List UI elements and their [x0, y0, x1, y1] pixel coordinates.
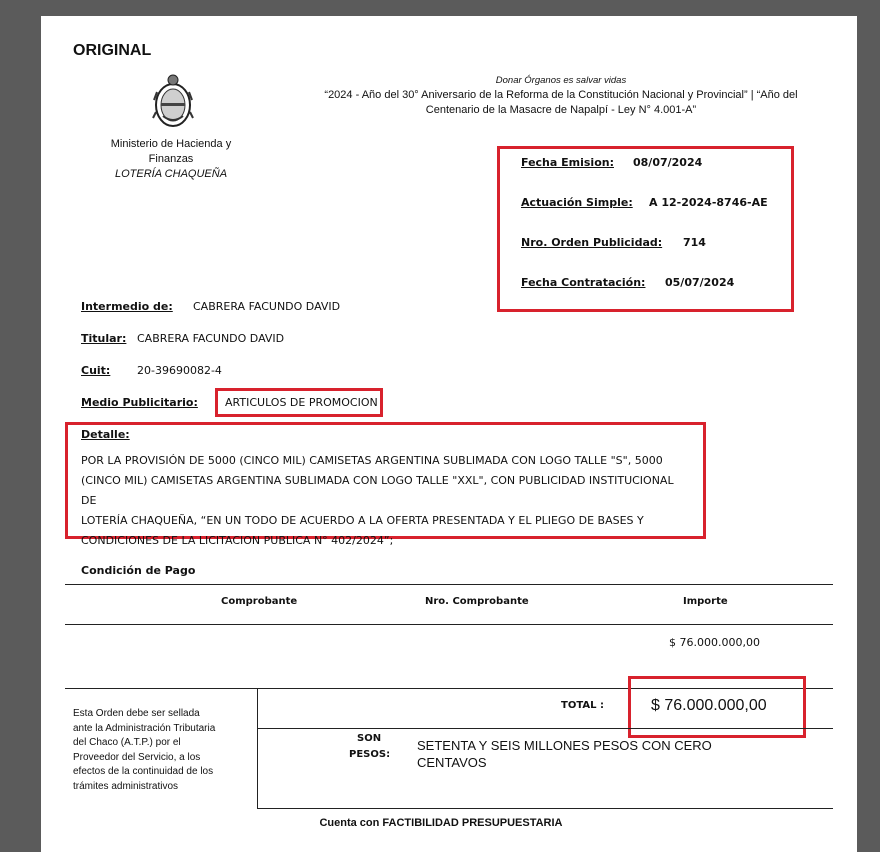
anniversary-line1: “2024 - Año del 30° Aniversario de la Reforma de la Constitución Nacional y Provincial” | “Año del [324, 89, 798, 101]
chaco-coat-of-arms-icon [151, 72, 195, 130]
detalle-text [81, 451, 691, 551]
condicion-pago-title: Condición de Pago [81, 564, 196, 577]
footer-bold: FACTIBILIDAD PRESUPUESTARIA [382, 817, 563, 829]
total-value: $ 76.000.000,00 [651, 697, 767, 714]
detalle-line: (CINCO MIL) CAMISETAS ARGENTINA SUBLIMADA CON LOGO TALLE "XXL", CON PUBLICIDAD INSTITUCIONAL DE [81, 474, 674, 507]
note-line: Esta Orden debe ser sellada [73, 708, 200, 719]
motto: Donar Órganos es salvar vidas [495, 75, 627, 86]
pesos-label: PESOS: [349, 749, 391, 758]
table-header-rule [65, 624, 833, 625]
note-line: Proveedor del Servicio, a los [73, 751, 201, 763]
note-line: trámites administrativos [73, 780, 179, 792]
document-page [41, 16, 857, 852]
col-comprobante: Comprobante [221, 596, 298, 607]
intermedio-label: Intermedio de: [81, 300, 173, 313]
col-importe: Importe [683, 596, 728, 607]
ministry-name-line2: Finanzas [148, 153, 194, 165]
son-line: CENTAVOS [417, 755, 487, 770]
actuacion-label: Actuación Simple: [521, 196, 633, 209]
ministry-block [101, 137, 241, 182]
footer-factibilidad [41, 817, 841, 829]
total-label: TOTAL : [561, 700, 604, 711]
actuacion-value: A 12-2024-8746-AE [649, 196, 768, 209]
medio-value: ARTICULOS DE PROMOCION [225, 396, 378, 409]
son-amount-words [417, 737, 712, 771]
anniversary-line2: Centenario de la Masacre de Napalpí - Ley N° 4.001-A” [425, 104, 697, 116]
cuit-label: Cuit: [81, 364, 111, 377]
medio-label: Medio Publicitario: [81, 396, 198, 409]
note-line: del Chaco (A.T.P.) por el [73, 737, 181, 748]
table-bottom-rule [257, 808, 833, 809]
son-line: SETENTA Y SEIS MILLONES PESOS CON CERO [417, 738, 712, 753]
footer-prefix: Cuenta con [319, 817, 383, 829]
orden-label: Nro. Orden Publicidad: [521, 236, 663, 249]
fecha-emision-label: Fecha Emision: [521, 156, 614, 169]
header-slogan [311, 73, 811, 118]
titular-value: CABRERA FACUNDO DAVID [137, 332, 285, 345]
total-rule [257, 728, 833, 729]
original-label: ORIGINAL [73, 42, 152, 59]
intermedio-value: CABRERA FACUNDO DAVID [193, 300, 341, 313]
note-line: efectos de la continuidad de los [73, 766, 214, 777]
table-top-rule [65, 584, 833, 585]
cuit-value: 20-39690082-4 [137, 364, 222, 377]
importe-value: $ 76.000.000,00 [669, 636, 760, 649]
orden-value: 714 [683, 236, 706, 249]
note-divider [257, 688, 258, 808]
son-label: SON [357, 733, 382, 744]
detalle-line: LOTERÍA CHAQUEÑA, “EN UN TODO DE ACUERDO A LA OFERTA PRESENTADA Y EL PLIEGO DE BASES Y [81, 514, 644, 527]
detalle-line: CONDICIONES DE LA LICITACION PUBLICA N° 402/2024”; [81, 534, 394, 547]
contratacion-label: Fecha Contratación: [521, 276, 646, 289]
detalle-label: Detalle: [81, 428, 130, 441]
ministry-name-line1: Ministerio de Hacienda y [110, 138, 232, 150]
contratacion-value: 05/07/2024 [665, 276, 735, 289]
col-nro-comprobante: Nro. Comprobante [425, 596, 529, 607]
detalle-line: POR LA PROVISIÓN DE 5000 (CINCO MIL) CAMISETAS ARGENTINA SUBLIMADA CON LOGO TALLE "S", 5000 [81, 454, 663, 467]
fecha-emision-value: 08/07/2024 [633, 156, 703, 169]
lottery-name: LOTERÍA CHAQUEÑA [114, 168, 228, 180]
titular-label: Titular: [81, 332, 127, 345]
note-line: ante la Administración Tributaria [73, 722, 216, 734]
atp-note [73, 707, 243, 794]
